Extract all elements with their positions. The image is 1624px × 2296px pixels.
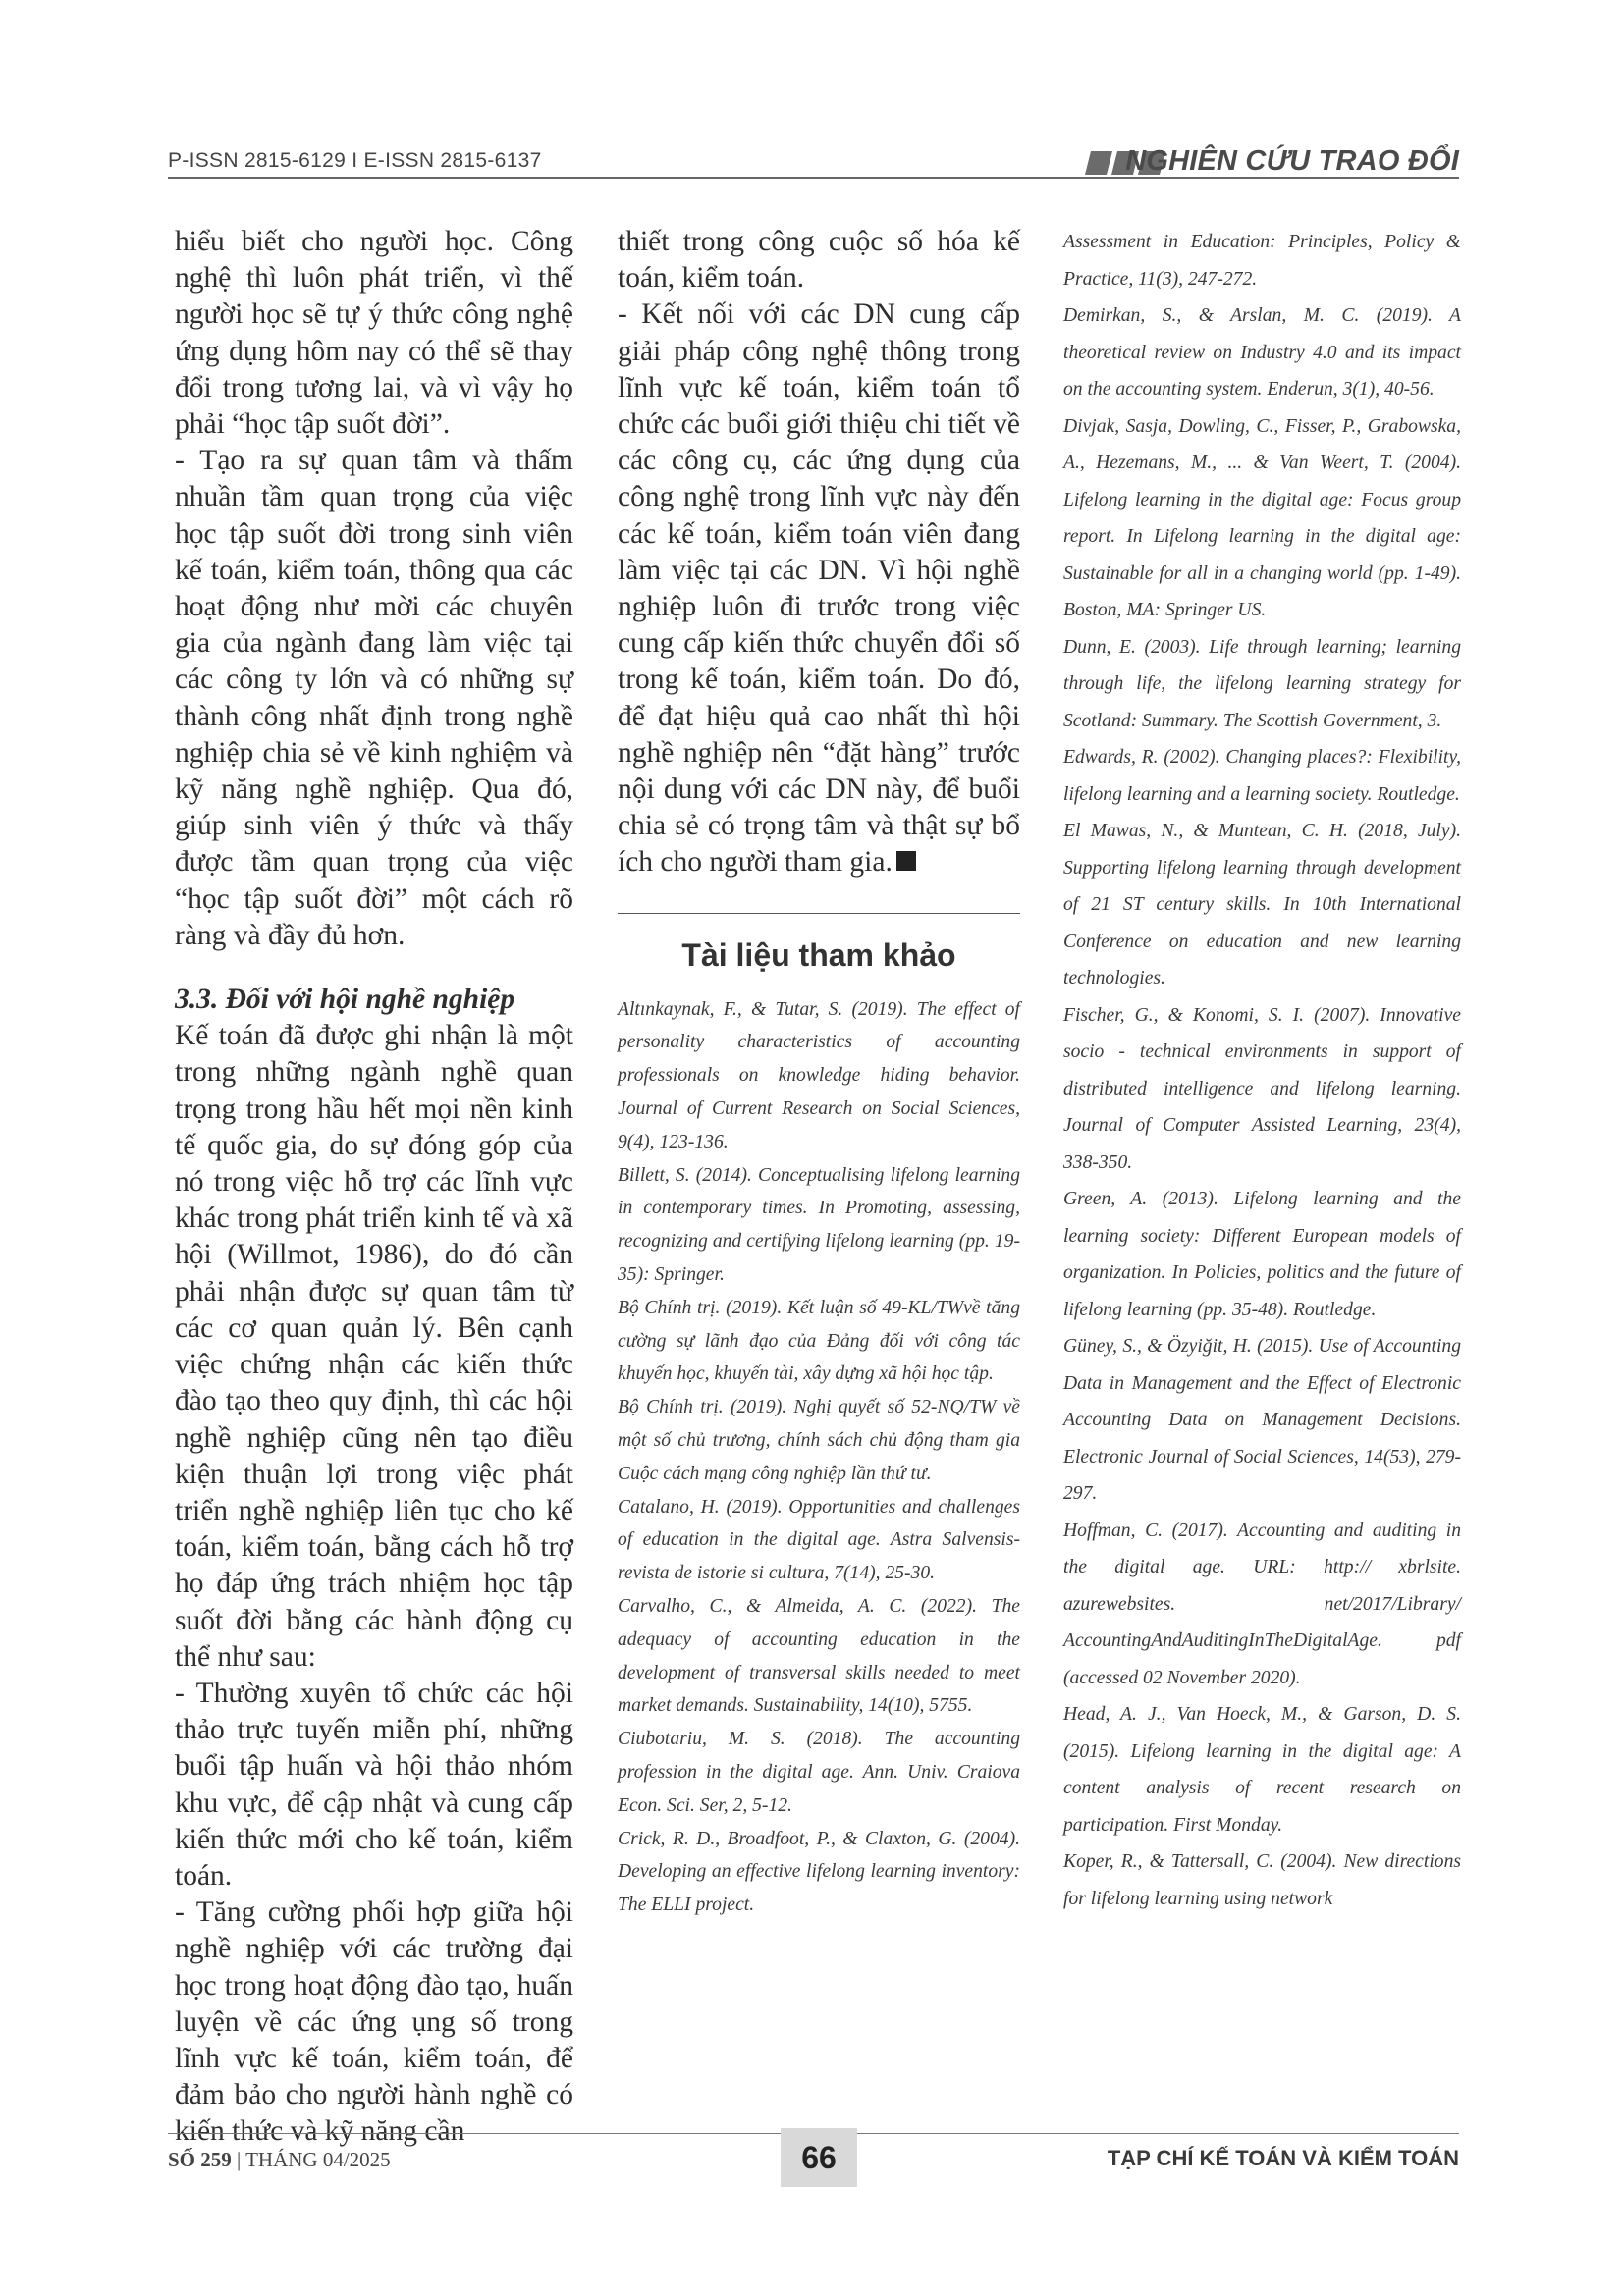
end-of-article-icon (896, 851, 916, 871)
column-2 (618, 224, 1020, 1922)
page-number: 66 (781, 2128, 857, 2187)
header-divider (168, 177, 1459, 179)
issue-number: SỐ 259 (168, 2148, 232, 2171)
reference-item: Head, A. J., Van Hoeck, M., & Garson, D. S. (2015). Lifelong learning in the digital age: A content analysis of recent research on participation. First Monday. (1063, 1704, 1461, 1836)
reference-item: Demirkan, S., & Arslan, M. C. (2019). A theoretical review on Industry 4.0 and its impact on the accounting system. Enderun, 3(1), 40-56. (1063, 305, 1461, 400)
reference-list (618, 993, 1020, 1922)
paragraph (618, 296, 1020, 881)
reference-item: Fischer, G., & Konomi, S. I. (2007). Innovative socio - technical environments in support of distributed intelligence and lifelong learning. Journal of Computer Assisted Learning, 23(4), 338-350. (1063, 1004, 1461, 1173)
issn-label: P-ISSN 2815-6129 I E-ISSN 2815-6137 (168, 149, 542, 172)
reference-item: El Mawas, N., & Muntean, C. H. (2018, July). Supporting lifelong learning through development of 21 ST century skills. In 10th International Conference on education and new learning technologies. (1063, 821, 1461, 988)
issue-info (168, 2148, 391, 2172)
paragraph-text: - Kết nối với các DN cung cấp giải pháp công nghệ thông trong lĩnh vực kế toán, kiểm toán tổ chức các buổi giới thiệu chi tiết về các công cụ, các ứng dụng của công nghệ trong lĩnh vực này đến các kế toán, kiểm toán viên đang làm việc tại các DN. Vì hội nghề nghiệp luôn đi trước trong việc cung cấp kiến thức chuyển đổi số trong kế toán, kiểm toán. Do đó, để đạt hiệu quả cao nhất thì hội nghề nghiệp nên “đặt hàng” trước nội dung với các DN này, để buổi chia sẻ có trọng tâm và thật sự bổ ích cho người tham gia. (618, 298, 1020, 879)
reference-item: Hoffman, C. (2017). Accounting and auditing in the digital age. URL: http:// xbrlsite. azurewebsites. net/2017/Library/ AccountingAndAuditingInTheDigitalAge. pdf (accessed 02 November 2020). (1063, 1520, 1461, 1688)
paragraph: - Tăng cường phối hợp giữa hội nghề nghiệp với các trường đại học trong hoạt động đào tạo, huấn luyện về các ứng ụng số trong lĩnh vực kế toán, kiểm toán, để đảm bảo cho người hành nghề có kiến thức và kỹ năng cần (175, 1896, 573, 2148)
paragraph: - Thường xuyên tổ chức các hội thảo trực tuyến miễn phí, những buổi tập huấn và hội thảo nhóm khu vực, để cập nhật và cung cấp kiến thức mới cho kế toán, kiểm toán. (175, 1677, 573, 1892)
reference-item: Catalano, H. (2019). Opportunities and challenges of education in the digital age. Astra Salvensis-revista de istorie si cultura, 7(14), 25-30. (618, 1496, 1020, 1584)
paragraph: Kế toán đã được ghi nhận là một trong những ngành nghề quan trọng trong hầu hết mọi nền kinh tế quốc gia, do sự đóng góp của nó trong việc hỗ trợ các lĩnh vực khác trong phát triển kinh tế và xã hội (Willmot, 1986), do đó cần phải nhận được sự quan tâm từ các cơ quan quản lý. Bên cạnh việc chứng nhận các kiến thức đào tạo theo quy định, thì các hội nghề nghiệp cũng nên tạo điều kiện thuận lợi trong việc phát triển nghề nghiệp liên tục cho kế toán, kiểm toán, bằng cách hỗ trợ họ đáp ứng trách nhiệm học tập suốt đời bằng các hành động cụ thể như sau: (175, 1020, 573, 1673)
paragraph: hiểu biết cho người học. Công nghệ thì luôn phát triển, vì thế người học sẽ tự ý thức công nghệ ứng dụng hôm nay có thể sẽ thay đổi trong tương lai, và vì vậy họ phải “học tập suốt đời”. (175, 226, 573, 441)
reference-item: Assessment in Education: Principles, Policy & Practice, 11(3), 247-272. (1063, 232, 1461, 290)
reference-item: Ciubotariu, M. S. (2018). The accounting profession in the digital age. Ann. Univ. Craiova Econ. Sci. Ser, 2, 5-12. (618, 1729, 1020, 1816)
column-1 (175, 224, 573, 2151)
reference-item: Green, A. (2013). Lifelong learning and the learning society: Different European models of organization. In Policies, politics and the future of lifelong learning (pp. 35-48). Routledge. (1063, 1189, 1461, 1320)
paragraph: thiết trong công cuộc số hóa kế toán, kiểm toán. (618, 226, 1020, 294)
issue-date: | THÁNG 04/2025 (231, 2148, 391, 2171)
reference-item: Bộ Chính trị. (2019). Nghị quyết số 52-NQ/TW về một số chủ trương, chính sách chủ động tham gia Cuộc cách mạng công nghiệp lần thứ tư. (618, 1397, 1020, 1484)
section-title: NGHIÊN CỨU TRAO ĐỔI (1125, 145, 1459, 177)
reference-item: Altınkaynak, F., & Tutar, S. (2019). The effect of personality characteristics of accounting professionals on knowledge hiding behavior. Journal of Current Research on Social Sciences, 9(4), 123-136. (618, 998, 1020, 1152)
page-header (168, 147, 1459, 187)
paragraph: - Tạo ra sự quan tâm và thấm nhuần tầm quan trọng của việc học tập suốt đời trong sinh viên kế toán, kiểm toán, thông qua các hoạt động như mời các chuyên gia của ngành đang làm việc tại các công ty lớn và có những sự thành công nhất định trong nghề nghiệp chia sẻ về kinh nghiệm và kỹ năng nghề nghiệp. Qua đó, giúp sinh viên ý thức và thấy được tầm quan trọng của việc “học tập suốt đời” một cách rõ ràng và đầy đủ hơn. (175, 445, 573, 951)
reference-item: Edwards, R. (2002). Changing places?: Flexibility, lifelong learning and a learning society. Routledge. (1063, 747, 1461, 805)
reference-item: Güney, S., & Özyiğit, H. (2015). Use of Accounting Data in Management and the Effect of Electronic Accounting Data on Management Decisions. Electronic Journal of Social Sciences, 14(53), 279-297. (1063, 1336, 1461, 1504)
reference-item: Billett, S. (2014). Conceptualising lifelong learning in contemporary times. In Promoting, assessing, recognizing and certifying lifelong learning (pp. 19-35): Springer. (618, 1164, 1020, 1286)
reference-item: Koper, R., & Tattersall, C. (2004). New directions for lifelong learning using network (1063, 1851, 1461, 1909)
reference-item: Divjak, Sasja, Dowling, C., Fisser, P., Grabowska, A., Hezemans, M., ... & Van Weert, T. (2004). Lifelong learning in the digital age: Focus group report. In Lifelong learning in the digital age: Sustainable for all in a changing world (pp. 1-49). Boston, MA: Springer US. (1063, 415, 1461, 620)
references-heading: Tài liệu tham khảo (681, 936, 956, 973)
subsection-heading: 3.3. Đối với hội nghề nghiệp (175, 984, 515, 1016)
column-3 (1063, 224, 1461, 1917)
journal-name: TẠP CHÍ KẾ TOÁN VÀ KIỂM TOÁN (1107, 2146, 1459, 2170)
reference-item: Bộ Chính trị. (2019). Kết luận số 49-KL/TWvề tăng cường sự lãnh đạo của Đảng đối với công tác khuyến học, khuyến tài, xây dựng xã hội học tập. (618, 1297, 1020, 1385)
reference-item: Crick, R. D., Broadfoot, P., & Claxton, G. (2004). Developing an effective lifelong learning inventory: The ELLI project. (618, 1828, 1020, 1916)
reference-item: Dunn, E. (2003). Life through learning; learning through life, the lifelong learning strategy for Scotland: Summary. The Scottish Government, 3. (1063, 636, 1461, 731)
reference-item: Carvalho, C., & Almeida, A. C. (2022). The adequacy of accounting education in the development of transversal skills needed to meet market demands. Sustainability, 14(10), 5755. (618, 1596, 1020, 1717)
references-divider (618, 913, 1020, 914)
